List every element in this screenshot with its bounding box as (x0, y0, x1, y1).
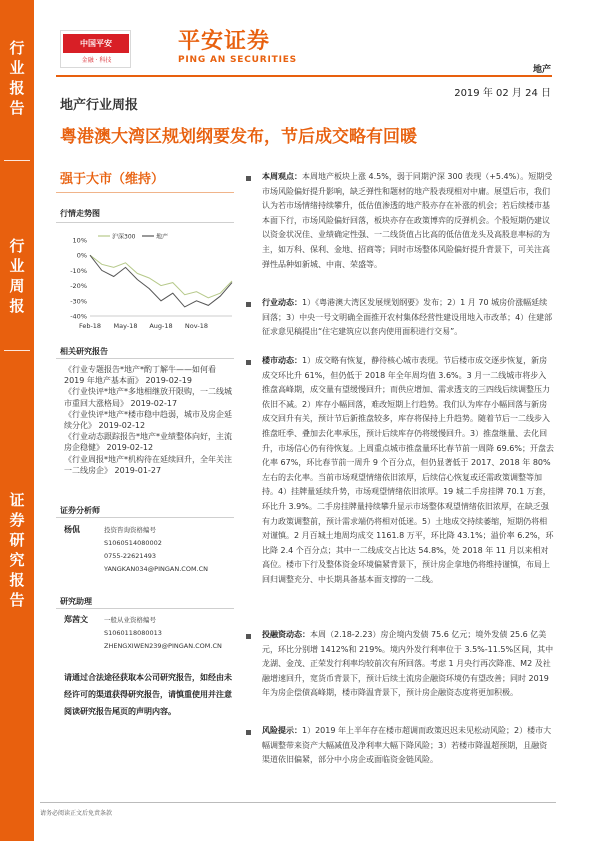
brand-name-en: PING AN SECURITIES (178, 55, 297, 65)
bullet-industry-news (262, 296, 554, 340)
logo-text: 中国平安 (63, 34, 129, 53)
series-line (90, 255, 232, 307)
analyst-heading: 证券分析师 (60, 506, 100, 515)
related-report-item[interactable]: 《行业周报*地产*机构待在延续回升，全年关注一二线房企》 2019-01-27 (64, 454, 232, 475)
bullet-marker (246, 634, 251, 639)
assistant-card (64, 614, 236, 670)
chart-svg (60, 230, 236, 340)
sidebar-label-industry-weekly (0, 236, 34, 316)
bullet-label: 本周观点： (262, 172, 302, 181)
sidebar-char: 研 (9, 531, 25, 549)
bullet-marker (246, 176, 251, 181)
ping-an-logo (60, 30, 131, 68)
bullet-label: 楼市动态： (262, 356, 302, 365)
bullet-weekly-view (262, 170, 554, 272)
y-tick-label: -40% (70, 312, 87, 321)
market-trend-chart (60, 230, 236, 340)
y-tick-label: 10% (72, 236, 87, 245)
report-type: 地产行业周报 (60, 98, 139, 113)
bullet-text: 本周（2.18-2.23）房企境内发债 75.6 亿元；境外发债 25.6 亿美元，环比分别增 1412%和 219%。境内外发行利率位于 3.5%-11.5%区间，其中龙湖、金茂、正荣发行利率均较前次有所回落。考虑 1 月央行再次降准、M2 及社融增速回升，宽货币背景下，预计后续土流房企融资环境仍有望改善；同时 2019 年为房企偿债高峰期，楼市降温背景下，预计房企融资态度将更加积极。 (262, 630, 554, 698)
assistant-name: 郑茜文 (64, 615, 88, 624)
bullet-text: 1）《粤港澳大湾区发展规划纲要》发布；2）1 月 70 城房价涨幅延续回落；3）中央一号文明确全面推开农村集体经营性建设用地入市改革；4）住建部征求意见稿提出“住宅建筑应以套内使用面积进行交易”。 (262, 298, 553, 337)
bullet-text: 本周地产板块上涨 4.5%，弱于同期沪深 300 表现（+5.4%）。短期受市场风险偏好提升影响，缺乏弹性和题材的地产股表现相对中庸。展望后市，我们认为若市场情绪持续攀升，低估值渗透的地产股亦存在补涨的机会；若后续楼市基本面下行，市场风险偏好回落，板块亦存在政策博弈的反弹机会。个股短期仍建议以资金状况佳、业绩确定性强、一二线货值占比高的低估值龙头及高股息率标的为主，如万科、保利、金地、招商等；同时市场整体风险偏好提升背景下，可关注高弹性品种如新城、中南、荣盛等。 (262, 172, 553, 269)
chart-heading: 行情走势图 (60, 209, 100, 218)
analyst-info (104, 524, 208, 576)
footer-divider (40, 802, 556, 803)
assistant-heading: 研究助理 (60, 597, 92, 606)
bullet-label: 投融资动态： (262, 630, 310, 639)
bullet-housing-market (262, 354, 554, 588)
analyst-cert-number: S1060514080002 (104, 539, 162, 547)
report-title: 粤港澳大湾区规划纲要发布，节后成交略有回暖 (60, 127, 417, 147)
legend-label: 地产 (156, 233, 169, 241)
header-divider (56, 75, 552, 77)
footer-note: 请务必阅读正文后免责条款 (40, 810, 113, 817)
rating-divider (56, 192, 234, 193)
x-tick-label: Aug-18 (149, 322, 173, 330)
sidebar-divider (4, 160, 30, 161)
y-tick-label: -10% (70, 266, 87, 275)
related-reports-list (64, 364, 234, 476)
sidebar-char: 券 (9, 511, 25, 529)
section-divider (56, 608, 234, 609)
sidebar-char: 业 (9, 59, 25, 77)
report-date: 2019 年 02 月 24 日 (454, 88, 551, 99)
analyst-card (64, 524, 236, 604)
assistant-info (104, 614, 222, 653)
left-sidebar (0, 0, 34, 841)
sidebar-char: 告 (9, 591, 25, 609)
sidebar-char: 行 (9, 39, 25, 57)
y-tick-label: -30% (70, 297, 87, 306)
analyst-email[interactable]: YANGKAN034@PINGAN.COM.CN (104, 565, 209, 573)
bullet-financing (262, 628, 554, 701)
bullet-text: 1）成交略有恢复，静待核心城市表现。节后楼市成交逐步恢复，新房成交环比升 61%，但仍低于 2018 年全年周均值 3.6%。3 月一二线城市将步入推盘高峰期，成交量有望缓慢回升；而供应增加、需求透支的三四线后续调整压力依旧不减。2）库存小幅回落，难改短期上行趋势。我们认为库存小幅回落与新房成交回升有关，预计节后新推盘较多，库存将保持上升趋势。随着节后一二线步入推盘旺季、叠加去化率承压，预计后续库存仍将缓慢回升。3）推盘继量、去化回升，市场信心仍有待恢复。上周重点城市推盘量环比春节前一周降 69.6%；开盘去化率 67%，环比春节前一周升 9 个百分点，但仍显著低于 2017、2018 年 80%左右的去化率。当前市场观望情绪依旧浓厚，后续信心恢复或还需政策调整等加持。4）挂牌量延续升势，市场观望情绪依旧浓厚。19 城二手房挂牌 70.1 万套，环比升 3.9%。二手房挂牌量持续攀升显示市场整体观望情绪依旧浓厚，在缺乏强有力政策调整前，预计需求端仍将相对低迷。5）土地成交持续萎缩，短期仍将相对谨慎。2 月百城土地周均成交 1161.8 万平，环比降 43.1%；溢价率 6.2%，环比降 2.4 个百分点；其中一二线成交占比达 54.8%，处 2018 年 11 月以来相对高位。楼市下行及整体资金环境偏紧背景下，预计房企拿地仍将维持谨慎，布局上回归调整充分、中长期具备基本面支撑的一二线。 (262, 356, 554, 584)
assistant-cert-title: 一般从业资格编号 (104, 616, 156, 624)
sidebar-char: 报 (9, 297, 25, 315)
assistant-cert-number: S1060118080013 (104, 629, 162, 637)
analyst-cert-title: 投资咨询资格编号 (104, 526, 156, 534)
sector-tag: 地产 (532, 65, 551, 75)
related-report-item[interactable]: 《行业快评*地产*楼市稳中趋弱，城市及房企延续分化》 2019-02-12 (64, 409, 232, 431)
bullet-marker (246, 730, 251, 735)
sidebar-char: 告 (9, 99, 25, 117)
sidebar-divider (4, 350, 30, 351)
sidebar-char: 行 (9, 237, 25, 255)
legend-label: 沪深300 (112, 233, 136, 241)
x-tick-label: Feb-18 (78, 322, 102, 330)
related-report-item[interactable]: 《行业专题报告*地产*酌丁解牛——如何看 2019 年地产基本面》 2019-02-19 (64, 365, 216, 386)
x-tick-label: Nov-18 (184, 322, 209, 330)
rating-label: 强于大市（维持） (60, 172, 165, 187)
bullet-label: 风险提示： (262, 726, 302, 735)
related-report-item[interactable]: 《行业动态跟踪报告*地产*业绩整体向好，主流房企稳健》 2019-02-12 (64, 432, 232, 453)
series-line (90, 255, 232, 298)
y-tick-label: -20% (70, 282, 87, 291)
section-divider (56, 222, 234, 223)
x-tick-label: May-18 (113, 322, 138, 330)
sidebar-char: 证 (9, 491, 25, 509)
bullet-marker (246, 302, 251, 307)
sidebar-char: 报 (9, 571, 25, 589)
assistant-email[interactable]: ZHENGXIWEN239@PINGAN.COM.CN (104, 642, 222, 650)
bullet-risk (262, 724, 554, 768)
brand-name-cn: 平安证券 (178, 29, 271, 54)
logo-subtext: 金融 · 科技 (81, 57, 112, 64)
sidebar-char: 周 (9, 277, 25, 295)
sidebar-char: 报 (9, 79, 25, 97)
y-tick-label: 0% (76, 251, 87, 260)
sidebar-label-securities-research (0, 490, 34, 610)
sidebar-label-industry-report (0, 38, 34, 118)
bullet-text: 1）2019 年上半年存在楼市超调而政策迟迟未见松动风险；2）楼市大幅调整带来资产大幅减值及净利率大幅下降风险；3）若楼市降温超预期，且融资渠道依旧偏紧，部分中小房企或面临资金链风险。 (262, 726, 552, 765)
analyst-name: 杨侃 (64, 525, 80, 534)
section-divider (56, 517, 234, 518)
related-report-item[interactable]: 《行业快评*地产*多地相继放开限购，一二线城市重回大涨格局》 2019-02-17 (64, 387, 232, 408)
bullet-label: 行业动态： (262, 298, 302, 307)
sidebar-char: 究 (9, 551, 25, 569)
access-disclaimer: 请通过合法途径获取本公司研究报告，如经由未经许可的渠道获得研究报告，请慎重使用并注意阅读研究报告尾页的声明内容。 (64, 673, 232, 716)
bullet-marker (246, 360, 251, 365)
related-heading: 相关研究报告 (60, 347, 108, 356)
sidebar-char: 业 (9, 257, 25, 275)
section-divider (56, 358, 234, 359)
analyst-phone: 0755-22621493 (104, 552, 156, 560)
